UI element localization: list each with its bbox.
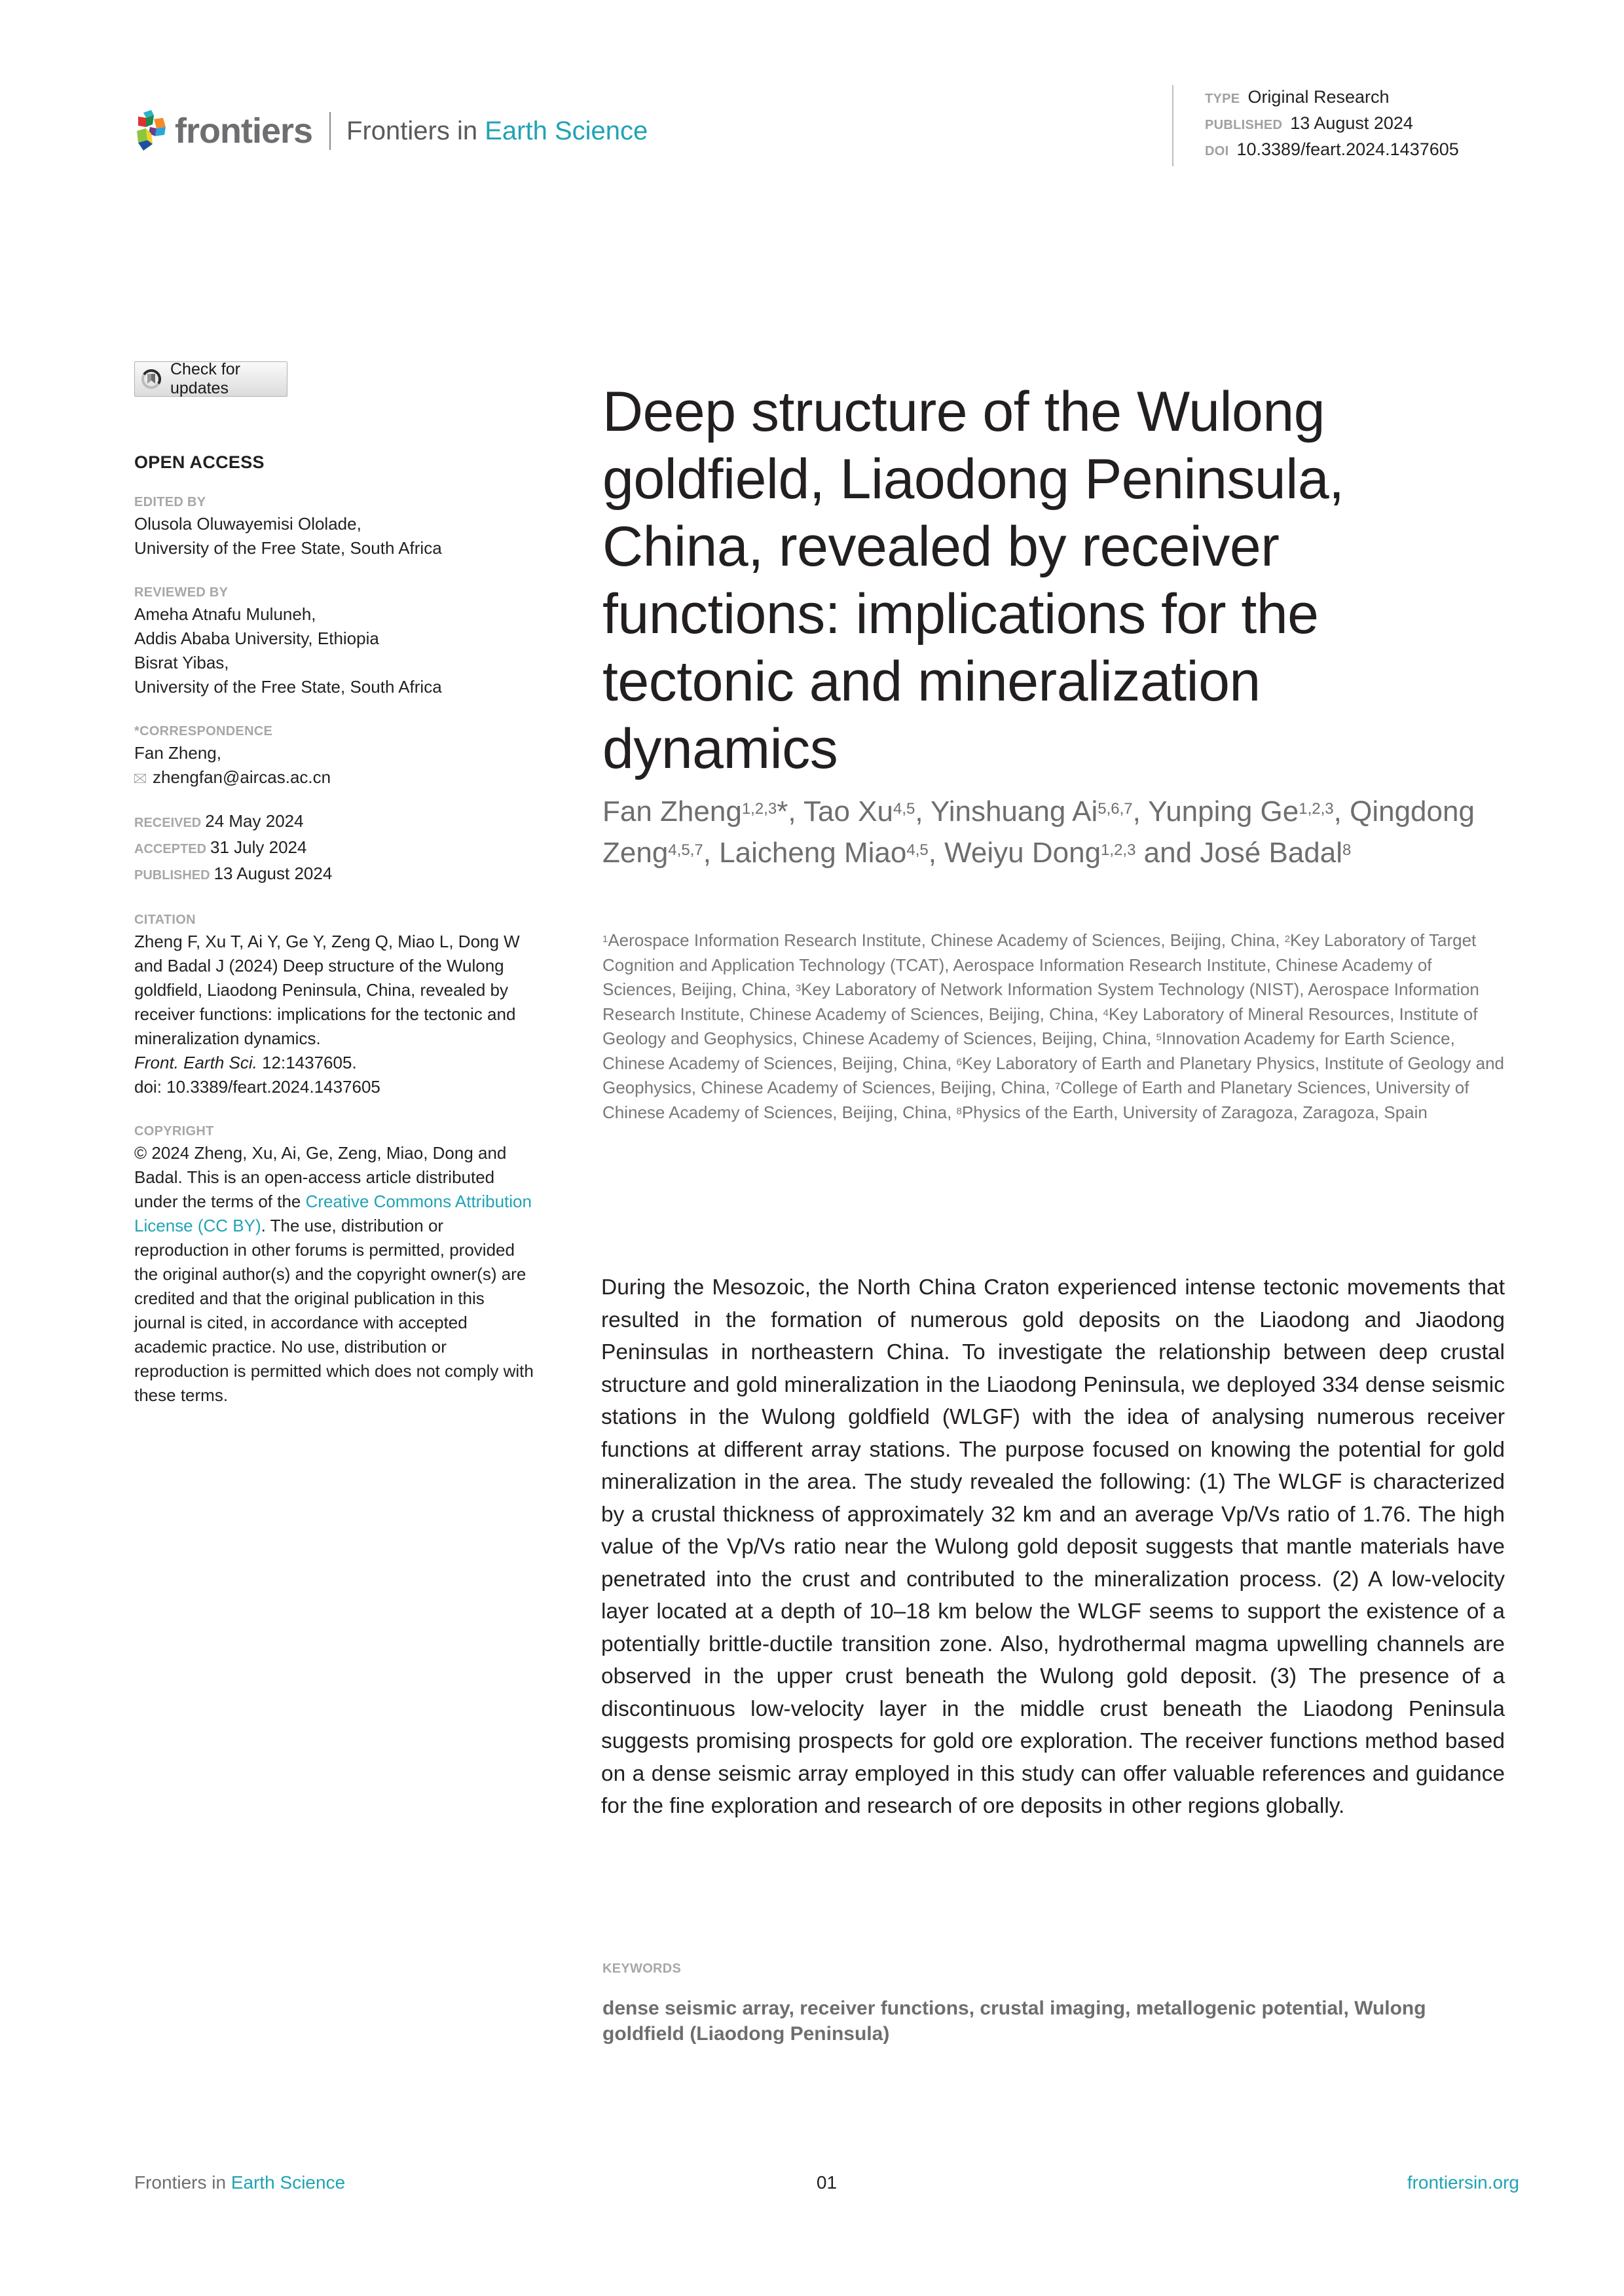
- affil-text: Physics of the Earth, University of Zaragoza, Zaragoza, Spain: [961, 1102, 1428, 1122]
- author[interactable]: [1200, 837, 1351, 869]
- author-name: Yinshuang Ai: [931, 795, 1098, 828]
- publisher-logo[interactable]: [134, 105, 648, 157]
- author-affil-sup: 1,2,3: [1101, 841, 1136, 859]
- author-affil-sup: 1,2,3: [1299, 800, 1334, 818]
- correspondence-name: Fan Zheng,: [134, 743, 221, 763]
- affil-text: Key Laboratory of Target Cognition and Application Technology (TCAT), Aerospace Information Research Institute, Chinese Academy of Sciences, Beijing, China,: [602, 930, 1477, 999]
- meta-published-value: 13 August 2024: [1290, 113, 1413, 133]
- accepted-date: 31 July 2024: [210, 837, 307, 857]
- reviewer-2-name: Bisrat Yibas,: [134, 653, 229, 672]
- affil-number: 2: [1284, 934, 1291, 945]
- publisher-wordmark: frontiers: [175, 111, 313, 151]
- correspondence-email-row: [134, 765, 540, 790]
- affil-number: 7: [1054, 1081, 1061, 1092]
- author-affil-sup: 8: [1342, 841, 1352, 859]
- author-separator: ,: [928, 837, 945, 869]
- meta-published: [1205, 111, 1459, 137]
- footer-journal-accent: Earth Science: [231, 2172, 346, 2193]
- open-access-heading: OPEN ACCESS: [134, 452, 265, 472]
- meta-doi-value[interactable]: 10.3389/feart.2024.1437605: [1236, 139, 1459, 159]
- check-for-updates-button[interactable]: [134, 361, 287, 397]
- citation-doi[interactable]: doi: 10.3389/feart.2024.1437605: [134, 1077, 380, 1097]
- received-label: RECEIVED: [134, 816, 202, 830]
- author-affil-sup: 1,2,3: [741, 800, 777, 818]
- affil-text: Aerospace Information Research Institute, Chinese Academy of Sciences, Beijing, China,: [608, 930, 1285, 950]
- author-list: [602, 791, 1506, 873]
- author-affil-sup: 4,5: [906, 841, 929, 859]
- author[interactable]: [602, 795, 788, 828]
- meta-published-label: PUBLISHED: [1205, 118, 1283, 132]
- received-date: 24 May 2024: [205, 811, 304, 831]
- page-footer: [134, 2172, 1519, 2198]
- dates-block: [134, 809, 540, 888]
- author-name: Yunping Ge: [1148, 795, 1299, 828]
- meta-doi: [1205, 137, 1459, 164]
- accepted-label: ACCEPTED: [134, 842, 207, 856]
- article-title: Deep structure of the Wulong goldfield, Liaodong Peninsula, China, revealed by receiver functions: implications for the tectonic and mineralization dynamics: [602, 380, 1344, 780]
- copyright-label: COPYRIGHT: [134, 1124, 214, 1139]
- page-number: 01: [816, 2172, 838, 2193]
- accepted-row: [134, 835, 540, 862]
- author[interactable]: [803, 795, 915, 828]
- frontiers-logo-icon: [134, 110, 168, 152]
- author[interactable]: [944, 837, 1135, 869]
- cc-by-license-link[interactable]: Creative Commons Attribution License (CC BY): [134, 1192, 532, 1235]
- author-name: Weiyu Dong: [944, 837, 1101, 869]
- affiliations: [602, 928, 1506, 1125]
- editor-affiliation: University of the Free State, South Africa: [134, 538, 442, 558]
- correspondence-email[interactable]: zhengfan@aircas.ac.cn: [153, 767, 331, 787]
- affil-number: 3: [795, 983, 802, 994]
- affil-number: 6: [956, 1056, 962, 1068]
- citation-block: [134, 930, 540, 1099]
- affil-text: College of Earth and Planetary Sciences, University of Chinese Academy of Sciences, Beijing, China,: [602, 1078, 1469, 1122]
- author-name: Laicheng Miao: [719, 837, 907, 869]
- citation-label: CITATION: [134, 913, 196, 927]
- corresponding-mark: *: [777, 795, 788, 828]
- edited-by-label: EDITED BY: [134, 495, 206, 509]
- author-name: José Badal: [1200, 837, 1343, 869]
- author-name: Tao Xu: [803, 795, 893, 828]
- article-meta: [1172, 85, 1459, 166]
- crossmark-icon: [140, 368, 162, 390]
- correspondence-label: *CORRESPONDENCE: [134, 724, 273, 738]
- journal-accent: Earth Science: [485, 116, 648, 145]
- published-label: PUBLISHED: [134, 868, 210, 883]
- author-affil-sup: 5,6,7: [1098, 800, 1133, 818]
- author[interactable]: [931, 795, 1133, 828]
- author-affil-sup: 4,5,7: [668, 841, 703, 859]
- reviewer-1-name: Ameha Atnafu Muluneh,: [134, 604, 316, 624]
- reviewer-1-affiliation: Addis Ababa University, Ethiopia: [134, 629, 379, 648]
- footer-journal-prefix: Frontiers in: [134, 2172, 227, 2193]
- mail-icon: [134, 774, 146, 783]
- reviewer-2-affiliation: University of the Free State, South Africa: [134, 677, 442, 697]
- affil-text: Key Laboratory of Mineral Resources, Institute of Geology and Geophysics, Chinese Academy of Sciences, Beijing, China,: [602, 1004, 1478, 1048]
- published-date: 13 August 2024: [213, 864, 333, 883]
- author-separator: ,: [915, 795, 931, 828]
- keywords: dense seismic array, receiver functions, crustal imaging, metallogenic potential, Wulong goldfield (Liaodong Peninsula): [602, 1997, 1426, 2045]
- check-for-updates-label: Check for updates: [170, 360, 240, 397]
- copyright-text: [134, 1141, 540, 1408]
- author-separator: and: [1135, 837, 1200, 869]
- received-row: [134, 809, 540, 835]
- affil-number: 4: [1103, 1007, 1109, 1019]
- meta-type-value: Original Research: [1247, 87, 1390, 107]
- author[interactable]: [1148, 795, 1333, 828]
- sidebar: [134, 361, 540, 1408]
- affil-number: 1: [602, 934, 608, 945]
- author-separator: ,: [1333, 795, 1350, 828]
- author-separator: ,: [1132, 795, 1149, 828]
- affil-number: 8: [956, 1105, 962, 1117]
- footer-site-link[interactable]: frontiersin.org: [1407, 2172, 1519, 2193]
- author-affil-sup: 4,5: [893, 800, 915, 818]
- citation-volume: 12:1437605.: [262, 1053, 357, 1072]
- published-row: [134, 862, 540, 888]
- reviewed-by-label: REVIEWED BY: [134, 585, 229, 600]
- author[interactable]: [719, 837, 929, 869]
- editor-name: Olusola Oluwayemisi Ololade,: [134, 514, 361, 534]
- copyright-post: . The use, distribution or reproduction in other forums is permitted, provided the original author(s) and the copyright owner(s) are credited and that the original publication in this journal is cited, in accordance with accepted academic practice. No use, distribution or reproduction is permitted which does not comply with these terms.: [134, 1216, 534, 1405]
- author-separator: ,: [788, 795, 803, 828]
- author-name: Qingdong Zeng: [602, 795, 1475, 869]
- affil-text: Key Laboratory of Earth and Planetary Physics, Institute of Geology and Geophysics, Chinese Academy of Sciences, Beijing, China,: [602, 1053, 1504, 1097]
- citation-journal: Front. Earth Sci.: [134, 1053, 257, 1072]
- author-name: Fan Zheng: [602, 795, 742, 828]
- author-separator: ,: [703, 837, 720, 869]
- affil-number: 5: [1156, 1032, 1162, 1043]
- meta-type: [1205, 85, 1459, 111]
- keywords-label: KEYWORDS: [602, 1961, 682, 1976]
- affil-text: Innovation Academy for Earth Science, Chinese Academy of Sciences, Beijing, China,: [602, 1029, 1455, 1073]
- abstract: During the Mesozoic, the North China Craton experienced intense tectonic movements that resulted in the formation of numerous gold deposits on the Liaodong and Jiaodong Peninsulas in northeastern China. To investigate the relationship between deep crustal structure and gold mineralization in the Liaodong Peninsula, we deployed 334 dense seismic stations in the Wulong goldfield (WLGF) with the idea of analysing numerous receiver functions at different array stations. The purpose focused on knowing the potential for gold mineralization in the area. The study revealed the following: (1) The WLGF is characterized by a crustal thickness of approximately 32 km and an average Vp/Vs ratio of 1.76. The high value of the Vp/Vs ratio near the Wulong gold deposit suggests that mantle materials have penetrated into the crust and contributed to the mineralization process. (2) A low-velocity layer located at a depth of 10–18 km below the WLGF seems to support the existence of a potentially brittle-ductile transition zone. Also, hydrothermal magma upwelling channels are observed in the upper crust beneath the Wulong gold deposit. (3) The presence of a discontinuous low-velocity layer in the middle crust beneath the Liaodong Peninsula suggests promising prospects for gold ore exploration. The receiver functions method based on a dense seismic array employed in this study can offer valuable references and guidance for the fine exploration and research of ore deposits in other regions globally.: [601, 1275, 1505, 1818]
- journal-prefix: Frontiers in: [346, 116, 478, 145]
- journal-name[interactable]: [346, 117, 648, 146]
- header-divider: [329, 112, 331, 150]
- copyright-pre: © 2024 Zheng, Xu, Ai, Ge, Zeng, Miao, Dong and Badal. This is an open-access article distributed under the terms of the: [134, 1143, 507, 1211]
- meta-type-label: TYPE: [1205, 92, 1240, 106]
- meta-doi-label: DOI: [1205, 144, 1229, 158]
- citation-text: Zheng F, Xu T, Ai Y, Ge Y, Zeng Q, Miao L, Dong W and Badal J (2024) Deep structure of the Wulong goldfield, Liaodong Peninsula, China, revealed by receiver functions: implications for the tectonic and mineralization dynamics.: [134, 932, 520, 1048]
- affil-text: Key Laboratory of Network Information System Technology (NIST), Aerospace Information Research Institute, Chinese Academy of Sciences, Beijing, China,: [602, 979, 1479, 1024]
